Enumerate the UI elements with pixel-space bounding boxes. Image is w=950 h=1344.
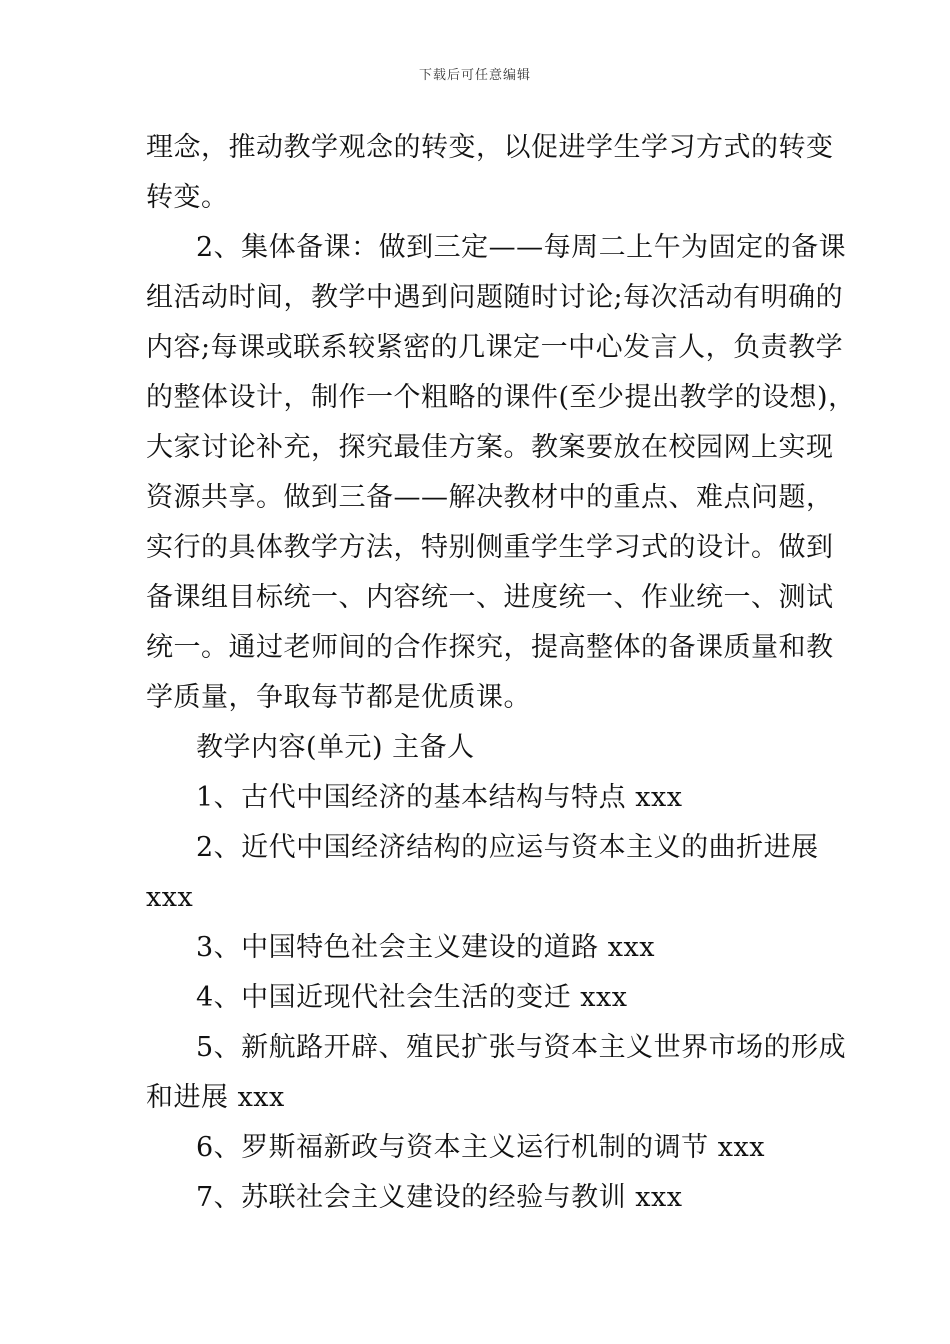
unit-item-5-cont: 和进展 xxx bbox=[146, 1082, 285, 1113]
unit-item-4: 4、中国近现代社会生活的变迁 xxx bbox=[196, 982, 628, 1013]
body-line-1: 理念，推动教学观念的转变，以促进学生学习方式的转变 bbox=[146, 132, 834, 163]
body-line-12: 学质量，争取每节都是优质课。 bbox=[146, 682, 531, 713]
body-line-8: 资源共享。做到三备——解决教材中的重点、难点问题， bbox=[146, 482, 834, 513]
body-line-10: 备课组目标统一、内容统一、进度统一、作业统一、测试 bbox=[146, 582, 834, 613]
unit-item-6: 6、罗斯福新政与资本主义运行机制的调节 xxx bbox=[196, 1132, 765, 1163]
body-line-11: 统一。通过老师间的合作探究，提高整体的备课质量和教 bbox=[146, 632, 834, 663]
body-line-2: 转变。 bbox=[146, 182, 229, 213]
unit-item-2: 2、近代中国经济结构的应运与资本主义的曲折进展 bbox=[196, 832, 819, 863]
body-line-9: 实行的具体教学方法，特别侧重学生学习式的设计。做到 bbox=[146, 532, 834, 563]
body-line-3: 2、集体备课：做到三定——每周二上午为固定的备课 bbox=[196, 232, 847, 263]
unit-item-2-cont: xxx bbox=[146, 882, 194, 913]
body-line-5: 内容;每课或联系较紧密的几课定一中心发言人，负责教学 bbox=[146, 332, 844, 363]
unit-item-3: 3、中国特色社会主义建设的道路 xxx bbox=[196, 932, 655, 963]
body-line-7: 大家讨论补充，探究最佳方案。教案要放在校园网上实现 bbox=[146, 432, 834, 463]
table-heading: 教学内容(单元) 主备人 bbox=[196, 732, 475, 763]
body-line-6: 的整体设计，制作一个粗略的课件(至少提出教学的设想)， bbox=[146, 382, 856, 413]
page-header: 下载后可任意编辑 bbox=[418, 68, 531, 83]
unit-item-5: 5、新航路开辟、殖民扩张与资本主义世界市场的形成 bbox=[196, 1032, 847, 1063]
unit-item-7: 7、苏联社会主义建设的经验与教训 xxx bbox=[196, 1182, 683, 1213]
body-line-4: 组活动时间，教学中遇到问题随时讨论;每次活动有明确的 bbox=[146, 282, 844, 313]
unit-item-1: 1、古代中国经济的基本结构与特点 xxx bbox=[196, 782, 683, 813]
